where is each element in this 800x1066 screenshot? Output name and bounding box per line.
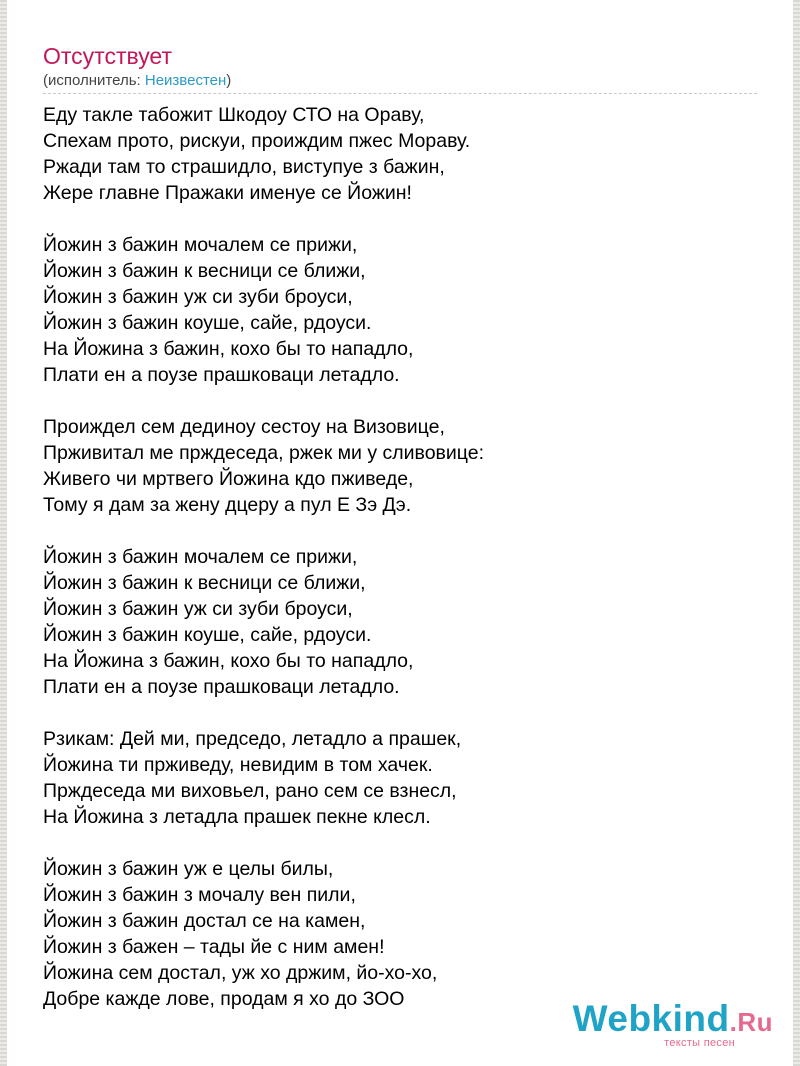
lyrics-stanza bbox=[43, 414, 763, 518]
lyrics-line: Йожин з бажин коуше, сайе, рдоуси. bbox=[43, 624, 372, 646]
lyrics-line: Плати ен а поузе прашковаци летадло. bbox=[43, 364, 400, 386]
song-title: Отсутствует bbox=[43, 43, 172, 69]
lyrics-line: Йожин з бажен – тады йе с ним амен! bbox=[43, 936, 385, 958]
lyrics-line: На Йожина з летадла прашек пекне клесл. bbox=[43, 806, 431, 828]
lyrics-line: Тому я дам за жену дцеру а пул Е Зэ Дэ. bbox=[43, 494, 412, 516]
logo-brand: Webkind bbox=[572, 998, 730, 1039]
lyrics-line: Йожин з бажин коуше, сайе, рдоуси. bbox=[43, 312, 372, 334]
lyrics-line: На Йожина з бажин, кохо бы то нападло, bbox=[43, 650, 414, 672]
artist-prefix: (исполнитель: bbox=[43, 72, 145, 89]
lyrics-line: Рзикам: Дей ми, председо, летадло а прашек, bbox=[43, 728, 462, 750]
lyrics-line: Йожин з бажин достал се на камен, bbox=[43, 910, 366, 932]
lyrics-line: Йожин з бажин к весници се ближи, bbox=[43, 260, 366, 282]
lyrics-stanza bbox=[43, 726, 763, 830]
logo-tagline: тексты песен bbox=[664, 1037, 735, 1049]
lyrics-body bbox=[43, 102, 763, 1038]
lyrics-line: Ржади там то страшидло, виступуе з бажин, bbox=[43, 156, 445, 178]
lyrics-line: Живего чи мртвего Йожина кдо пживеде, bbox=[43, 468, 414, 490]
lyrics-stanza bbox=[43, 544, 763, 700]
lyrics-line: Прживитал ме прждеседа, ржек ми у сливовице: bbox=[43, 442, 485, 464]
lyrics-stanza bbox=[43, 856, 763, 1012]
lyrics-line: Йожин з бажин к весници се ближи, bbox=[43, 572, 366, 594]
lyrics-stanza bbox=[43, 232, 763, 388]
lyrics-line: Йожина сем достал, уж хо држим, йо-хо-хо, bbox=[43, 962, 438, 984]
lyrics-line: Йожин з бажин мочалем се прижи, bbox=[43, 546, 358, 568]
lyrics-line: Прждеседа ми виховьел, рано сем се взнесл, bbox=[43, 780, 457, 802]
site-logo[interactable] bbox=[573, 1000, 773, 1049]
logo-wordmark bbox=[573, 1000, 773, 1041]
page-edge-right bbox=[793, 0, 800, 1066]
lyrics-page bbox=[7, 0, 793, 1066]
title-divider bbox=[43, 93, 757, 94]
lyrics-line: Спехам прото, рискуи, проиждим пжес Мораву. bbox=[43, 130, 471, 152]
lyrics-line: Йожин з бажин мочалем се прижи, bbox=[43, 234, 358, 256]
lyrics-stanza bbox=[43, 102, 763, 206]
lyrics-line: Плати ен а поузе прашковаци летадло. bbox=[43, 676, 400, 698]
lyrics-line: Йожин з бажин з мочалу вен пили, bbox=[43, 884, 356, 906]
artist-link[interactable]: Неизвестен bbox=[144, 72, 227, 89]
lyrics-line: Жере главне Пражаки именуе се Йожин! bbox=[43, 182, 412, 204]
lyrics-line: Еду такле табожит Шкодоу СТО на Ораву, bbox=[43, 104, 425, 126]
lyrics-line: Добре каждe лове, продам я хо до ЗОО bbox=[43, 988, 405, 1010]
lyrics-line: Проиждел сем дединоу сестоу на Визовице, bbox=[43, 416, 445, 438]
page-edge-left bbox=[0, 0, 7, 1066]
lyrics-line: Йожина ти прживеду, невидим в том хачек. bbox=[43, 754, 433, 776]
lyrics-line: На Йожина з бажин, кохо бы то нападло, bbox=[43, 338, 414, 360]
artist-line bbox=[43, 72, 231, 89]
lyrics-line: Йожин з бажин уж си зуби броуси, bbox=[43, 598, 353, 620]
lyrics-line: Йожин з бажин уж си зуби броуси, bbox=[43, 286, 353, 308]
artist-suffix: ) bbox=[226, 72, 232, 89]
logo-tld: .Ru bbox=[729, 1007, 773, 1037]
lyrics-line: Йожин з бажин уж е целы билы, bbox=[43, 858, 334, 880]
